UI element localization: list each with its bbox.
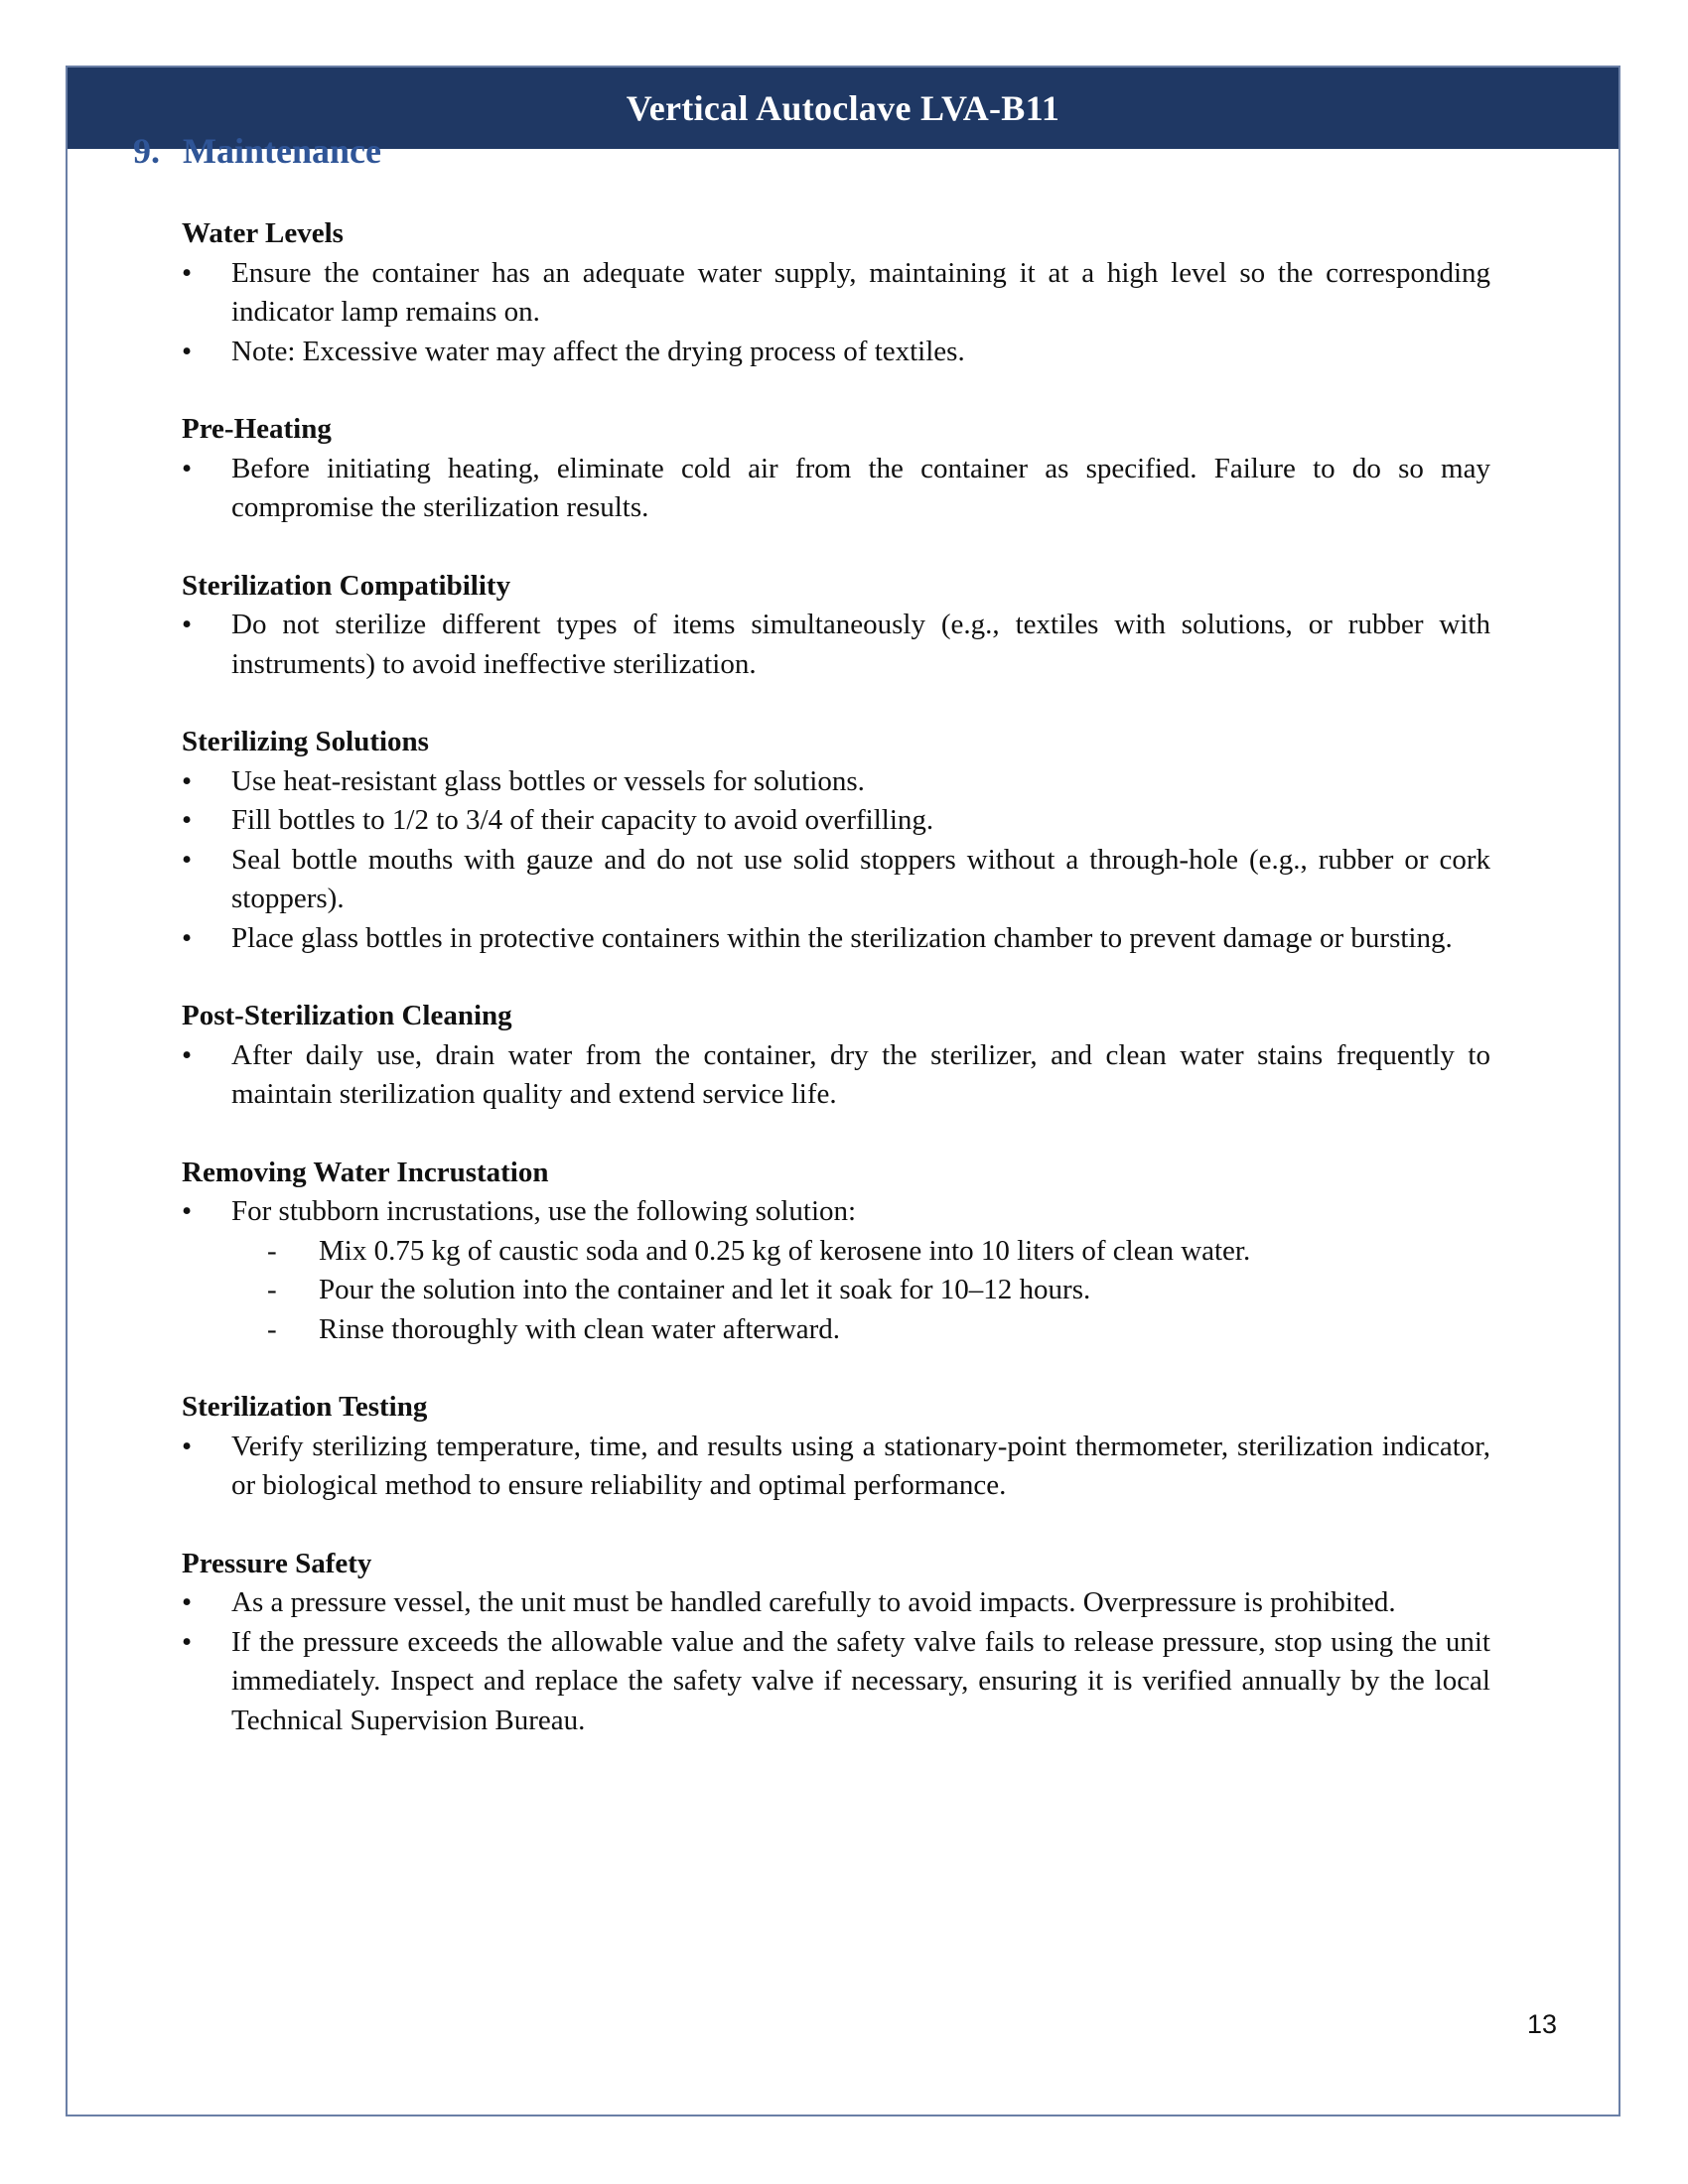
- subsection: [182, 410, 1490, 528]
- subsection-title: Pre-Heating: [182, 413, 332, 445]
- bullet-item: [182, 841, 1490, 919]
- bullet-text: Place glass bottles in protective containers within the sterilization chamber to prevent damage or bursting.: [231, 921, 1453, 954]
- bullet-item: [182, 450, 1490, 528]
- subsection: [182, 1545, 1490, 1741]
- bullet-text: Ensure the container has an adequate water supply, maintaining it at a high level so the corresponding indicator lamp remains on.: [231, 256, 1490, 328]
- bullet-text: Use heat-resistant glass bottles or vessels for solutions.: [231, 764, 865, 797]
- bullet-item: [182, 762, 1490, 802]
- subsection-title: Sterilizing Solutions: [182, 726, 429, 757]
- bullet-text: Seal bottle mouths with gauze and do not use solid stoppers without a through-hole (e.g., rubber or cork stoppers).: [231, 843, 1490, 914]
- maintenance-content: [182, 214, 1490, 1779]
- bullet-item: [182, 1192, 1490, 1349]
- subsection: [182, 723, 1490, 958]
- bullet-item: [182, 1583, 1490, 1623]
- dash-item: - Pour the solution into the container and let it soak for 10–12 hours.: [231, 1271, 1490, 1310]
- bullet-item: [182, 801, 1490, 841]
- bullet-list: [182, 606, 1490, 684]
- subsection: [182, 567, 1490, 685]
- subsection: [182, 1154, 1490, 1350]
- dash-list: [231, 1232, 1490, 1350]
- subsection-title: Water Levels: [182, 217, 344, 249]
- bullet-list: [182, 1428, 1490, 1506]
- bullet-text: As a pressure vessel, the unit must be handled carefully to avoid impacts. Overpressure is prohibited.: [231, 1586, 1396, 1618]
- bullet-text: Fill bottles to 1/2 to 3/4 of their capacity to avoid overfilling.: [231, 804, 934, 836]
- subsection: [182, 997, 1490, 1115]
- section-heading: [133, 130, 381, 172]
- subsection-title: Post-Sterilization Cleaning: [182, 1000, 512, 1031]
- bullet-text: After daily use, drain water from the container, dry the sterilizer, and clean water stains frequently to maintain sterilization quality and extend service life.: [231, 1038, 1490, 1110]
- bullet-list: [182, 254, 1490, 372]
- bullet-list: [182, 762, 1490, 959]
- bullet-item: [182, 1623, 1490, 1741]
- subsection-title: Sterilization Testing: [182, 1391, 428, 1423]
- subsection-title: Sterilization Compatibility: [182, 569, 511, 602]
- bullet-text: Do not sterilize different types of items simultaneously (e.g., textiles with solutions, or rubber with instruments) to avoid ineffective sterilization.: [231, 609, 1490, 680]
- subsection: [182, 1388, 1490, 1506]
- bullet-text: Before initiating heating, eliminate cold air from the container as specified. Failure to do so may compromise the sterilization results.: [231, 452, 1490, 523]
- bullet-text: Verify sterilizing temperature, time, and results using a stationary-point thermometer, sterilization indicator, or biological method to ensure reliability and optimal performance.: [231, 1430, 1490, 1501]
- bullet-list: [182, 1036, 1490, 1115]
- bullet-item: [182, 333, 1490, 372]
- subsection: [182, 214, 1490, 371]
- subsection-title: Pressure Safety: [182, 1547, 372, 1579]
- bullet-list: [182, 1192, 1490, 1349]
- document-title: Vertical Autoclave LVA-B11: [626, 88, 1060, 128]
- bullet-list: [182, 450, 1490, 528]
- dash-item: - Mix 0.75 kg of caustic soda and 0.25 kg of kerosene into 10 liters of clean water.: [231, 1232, 1490, 1272]
- bullet-list: [182, 1583, 1490, 1740]
- bullet-item: [182, 919, 1490, 959]
- bullet-item: [182, 1036, 1490, 1115]
- bullet-item: [182, 254, 1490, 333]
- bullet-text: Note: Excessive water may affect the drying process of textiles.: [231, 335, 965, 367]
- bullet-text: If the pressure exceeds the allowable value and the safety valve fails to release pressure, stop using the unit immediately. Inspect and replace the safety valve if necessary, ensuring it is verified annually by the local Technical Supervision Bureau.: [231, 1625, 1490, 1736]
- section-title: Maintenance: [183, 131, 381, 171]
- bullet-item: [182, 606, 1490, 684]
- bullet-text: For stubborn incrustations, use the following solution:: [231, 1195, 857, 1227]
- page-number: 13: [1526, 2009, 1557, 2039]
- subsection-title: Removing Water Incrustation: [182, 1156, 549, 1188]
- bullet-item: [182, 1428, 1490, 1506]
- dash-item: - Rinse thoroughly with clean water afterward.: [231, 1310, 1490, 1350]
- section-number: 9.: [133, 131, 160, 171]
